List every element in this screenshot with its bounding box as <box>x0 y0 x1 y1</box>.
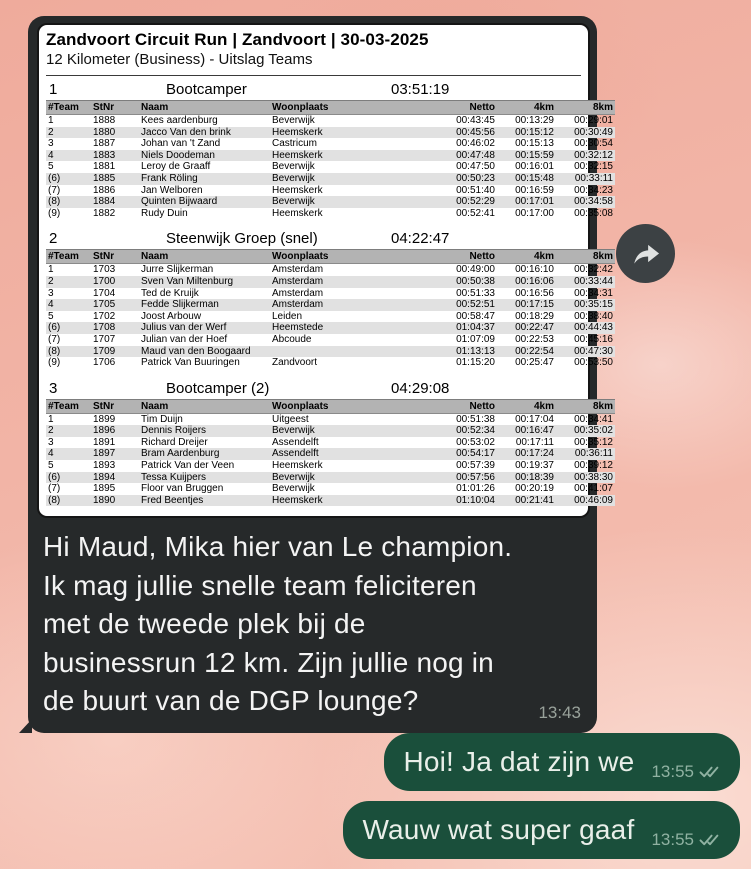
result-cell: 00:50:38 <box>456 275 495 287</box>
result-cell: (9) <box>48 207 61 219</box>
double-check-icon <box>699 833 723 847</box>
column-header: Netto <box>413 399 497 413</box>
result-row <box>46 322 615 334</box>
caption-line: met de tweede plek bij de <box>43 608 366 640</box>
column-header: 4km <box>497 101 556 115</box>
result-cell: Johan van 't Zand <box>141 138 221 150</box>
results-teams <box>46 80 613 506</box>
incoming-bubble-tail <box>19 704 32 733</box>
result-cell: 1885 <box>93 172 116 184</box>
result-cell: 1881 <box>93 161 116 173</box>
result-cell: 00:30:54 <box>574 138 613 150</box>
message-time: 13:55 <box>651 830 694 849</box>
outgoing-message-bubble[interactable] <box>384 733 740 791</box>
result-cell: 00:32:42 <box>574 264 613 276</box>
result-cell: 00:44:43 <box>574 322 613 334</box>
result-cell: 1890 <box>93 494 116 506</box>
result-row <box>46 276 615 288</box>
result-cell: Jurre Slijkerman <box>141 264 214 276</box>
result-cell: 01:10:04 <box>456 494 495 506</box>
result-cell: 4 <box>48 448 54 460</box>
result-cell: Heemskerk <box>272 126 323 138</box>
team-total-time: 03:51:19 <box>391 81 450 98</box>
results-table-header <box>46 399 615 413</box>
result-cell: 00:36:11 <box>574 448 613 460</box>
forward-arrow-icon <box>630 238 662 270</box>
result-cell: 00:20:19 <box>515 483 554 495</box>
result-cell: 00:43:45 <box>456 115 495 126</box>
result-cell: 00:17:24 <box>515 448 554 460</box>
result-cell: 1884 <box>93 196 116 208</box>
result-row <box>46 311 615 323</box>
results-table-header <box>46 101 615 115</box>
result-cell: 00:16:56 <box>515 287 554 299</box>
result-row <box>46 460 615 472</box>
result-cell: 00:51:33 <box>456 287 495 299</box>
result-cell: Kees aardenburg <box>141 115 218 126</box>
result-cell: 4 <box>48 299 54 311</box>
result-cell: 1 <box>48 115 54 126</box>
team-total-time: 04:29:08 <box>391 379 450 397</box>
result-cell: 00:52:41 <box>456 207 495 219</box>
result-row <box>46 150 615 162</box>
result-cell: 3 <box>48 436 54 448</box>
result-cell: 5 <box>48 161 54 173</box>
results-table <box>46 249 615 368</box>
result-cell: Beverwijk <box>272 161 315 173</box>
column-header: StNr <box>91 399 139 413</box>
result-cell: 00:33:44 <box>574 275 613 287</box>
result-cell: Maud van den Boogaard <box>141 345 251 357</box>
result-cell: 1887 <box>93 138 116 150</box>
result-cell: Heemskerk <box>272 149 323 161</box>
result-cell: 00:17:11 <box>515 436 554 448</box>
result-cell: 00:33:11 <box>574 172 613 184</box>
result-cell: Castricum <box>272 138 318 150</box>
result-cell: Leiden <box>272 310 303 322</box>
result-row <box>46 208 615 220</box>
result-row <box>46 334 615 346</box>
result-cell: Beverwijk <box>272 172 315 184</box>
result-cell: 00:47:50 <box>456 161 495 173</box>
column-header: 4km <box>497 399 556 413</box>
team-total-time: 04:22:47 <box>391 230 450 248</box>
result-cell: 1895 <box>93 483 116 495</box>
result-cell: 00:38:40 <box>574 310 613 322</box>
result-cell: 1891 <box>93 436 116 448</box>
result-cell: 00:53:02 <box>456 436 495 448</box>
team-section <box>46 80 613 219</box>
result-cell: (6) <box>48 471 61 483</box>
result-row <box>46 138 615 150</box>
result-cell: 00:38:30 <box>574 471 613 483</box>
result-cell: 00:35:12 <box>574 436 613 448</box>
column-header: 8km <box>556 101 615 115</box>
result-cell: 00:57:56 <box>456 471 495 483</box>
message-caption <box>43 528 586 721</box>
message-time: 13:55 <box>651 762 694 781</box>
result-row <box>46 161 615 173</box>
result-cell: Frank Röling <box>141 172 198 184</box>
result-cell: Julian van der Hoef <box>141 333 228 345</box>
result-cell: Julius van der Werf <box>141 322 227 334</box>
result-cell: Heemstede <box>272 322 324 334</box>
column-header: Woonplaats <box>270 399 413 413</box>
forward-button[interactable] <box>616 224 675 283</box>
result-cell: 00:58:47 <box>456 310 495 322</box>
result-cell: Beverwijk <box>272 196 315 208</box>
result-cell: 00:57:39 <box>456 460 495 472</box>
result-cell: Jacco Van den brink <box>141 126 231 138</box>
result-cell: Fedde Slijkerman <box>141 299 219 311</box>
team-section <box>46 379 613 507</box>
result-cell: 00:17:01 <box>515 196 554 208</box>
result-cell: 00:34:58 <box>574 196 613 208</box>
results-table-header <box>46 250 615 264</box>
result-cell: Tim Duijn <box>141 413 183 425</box>
result-cell: 00:18:29 <box>515 310 554 322</box>
result-cell: 00:47:48 <box>456 149 495 161</box>
column-header: Netto <box>413 250 497 264</box>
result-cell: Heemskerk <box>272 494 323 506</box>
result-cell: 00:46:02 <box>456 138 495 150</box>
result-cell: 00:52:29 <box>456 196 495 208</box>
column-header: Naam <box>139 250 270 264</box>
column-header: StNr <box>91 250 139 264</box>
result-cell: Amsterdam <box>272 287 324 299</box>
result-cell: Amsterdam <box>272 275 324 287</box>
result-row <box>46 483 615 495</box>
result-cell: Fred Beentjes <box>141 494 204 506</box>
result-cell: 1709 <box>93 345 116 357</box>
result-cell: 01:15:20 <box>456 357 495 369</box>
column-header: #Team <box>46 101 91 115</box>
result-cell: 00:35:15 <box>574 299 613 311</box>
message-meta <box>651 830 723 850</box>
result-cell: (8) <box>48 345 61 357</box>
result-cell: 00:22:47 <box>515 322 554 334</box>
result-row <box>46 185 615 197</box>
result-row <box>46 448 615 460</box>
result-cell: 00:15:48 <box>515 172 554 184</box>
result-cell: 00:15:12 <box>515 126 554 138</box>
result-cell: 00:46:09 <box>574 494 613 506</box>
result-row <box>46 196 615 208</box>
result-cell: Beverwijk <box>272 483 315 495</box>
result-cell: 00:16:47 <box>515 425 554 437</box>
result-cell: 00:16:10 <box>515 264 554 276</box>
result-cell: 2 <box>48 425 54 437</box>
result-cell: 00:34:23 <box>574 184 613 196</box>
result-cell: 00:35:08 <box>574 207 613 219</box>
results-divider <box>46 75 581 76</box>
result-row <box>46 425 615 437</box>
result-cell: 4 <box>48 149 54 161</box>
message-time: 13:43 <box>538 702 581 722</box>
result-cell: Tessa Kuijpers <box>141 471 207 483</box>
result-cell: 1897 <box>93 448 116 460</box>
result-cell: 01:07:09 <box>456 333 495 345</box>
result-cell: Assendelft <box>272 448 319 460</box>
result-cell: (9) <box>48 357 61 369</box>
column-header: #Team <box>46 250 91 264</box>
result-cell: 1896 <box>93 425 116 437</box>
result-cell: 00:51:38 <box>456 413 495 425</box>
column-header: Woonplaats <box>270 101 413 115</box>
result-cell: 00:52:34 <box>456 425 495 437</box>
result-cell: 00:51:40 <box>456 184 495 196</box>
result-cell: 01:01:26 <box>456 483 495 495</box>
result-cell: 1702 <box>93 310 116 322</box>
result-cell: 1 <box>48 264 54 276</box>
result-cell: Richard Dreijer <box>141 436 208 448</box>
result-cell: Jan Welboren <box>141 184 203 196</box>
result-cell: 00:21:41 <box>515 494 554 506</box>
result-row <box>46 346 615 358</box>
result-row <box>46 357 615 369</box>
results-table <box>46 100 615 219</box>
result-cell: 1893 <box>93 460 116 472</box>
result-cell: Rudy Duin <box>141 207 188 219</box>
message-text: Wauw wat super gaaf <box>362 814 635 845</box>
team-name: Bootcamper (2) <box>166 379 270 397</box>
result-cell: Amsterdam <box>272 264 324 276</box>
team-section <box>46 229 613 369</box>
result-cell: 1703 <box>93 264 116 276</box>
result-cell: 00:45:56 <box>456 126 495 138</box>
caption-line: businessrun 12 km. Zijn jullie nog in <box>43 646 494 678</box>
result-cell: 00:54:17 <box>456 448 495 460</box>
result-cell: 00:32:15 <box>574 161 613 173</box>
result-cell: Heemskerk <box>272 207 323 219</box>
team-rank: 1 <box>49 81 58 98</box>
result-row <box>46 127 615 139</box>
result-cell: 00:13:29 <box>515 115 554 126</box>
result-cell: (7) <box>48 483 61 495</box>
result-row <box>46 495 615 507</box>
result-cell: Niels Doodeman <box>141 149 215 161</box>
message-meta <box>651 762 723 782</box>
result-cell: 1707 <box>93 333 116 345</box>
result-cell: 00:45:16 <box>574 333 613 345</box>
result-cell: 00:39:12 <box>574 460 613 472</box>
result-cell: 00:30:49 <box>574 126 613 138</box>
result-row <box>46 173 615 185</box>
result-cell: Amsterdam <box>272 299 324 311</box>
caption-line: Hi Maud, Mika hier van Le champion. <box>43 531 513 563</box>
team-name: Steenwijk Groep (snel) <box>166 230 318 248</box>
result-cell: (8) <box>48 196 61 208</box>
result-cell: Ted de Kruijk <box>141 287 199 299</box>
result-cell: 00:49:00 <box>456 264 495 276</box>
result-cell: (7) <box>48 184 61 196</box>
caption-line: de buurt van de DGP lounge? <box>43 685 419 717</box>
outgoing-message-bubble[interactable] <box>343 801 740 859</box>
results-title: Zandvoort Circuit Run | Zandvoort | 30-03-2025 <box>46 30 429 49</box>
result-cell: Patrick Van Buuringen <box>141 357 240 369</box>
result-cell: 3 <box>48 287 54 299</box>
result-row <box>46 472 615 484</box>
team-name: Bootcamper <box>166 81 247 98</box>
result-cell: 1700 <box>93 275 116 287</box>
column-header: Netto <box>413 101 497 115</box>
result-cell: Abcoude <box>272 333 312 345</box>
result-cell: 5 <box>48 460 54 472</box>
result-cell: Quinten Bijwaard <box>141 196 218 208</box>
result-cell: 1883 <box>93 149 116 161</box>
result-cell: 00:16:06 <box>515 275 554 287</box>
result-cell: 00:47:30 <box>574 345 613 357</box>
column-header: Naam <box>139 101 270 115</box>
caption-line: Ik mag jullie snelle team feliciteren <box>43 569 477 601</box>
result-cell: 01:13:13 <box>456 345 495 357</box>
result-cell: 1880 <box>93 126 116 138</box>
result-cell: Leroy de Graaff <box>141 161 211 173</box>
result-cell: 1886 <box>93 184 116 196</box>
result-cell: 00:17:15 <box>515 299 554 311</box>
column-header: Naam <box>139 399 270 413</box>
result-cell: Heemskerk <box>272 184 323 196</box>
result-cell: 00:22:54 <box>515 345 554 357</box>
result-cell: 1894 <box>93 471 116 483</box>
message-text: Hoi! Ja dat zijn we <box>403 746 635 777</box>
result-cell: Bram Aardenburg <box>141 448 220 460</box>
result-cell: 1882 <box>93 207 116 219</box>
team-summary-row <box>46 229 581 249</box>
result-cell: Floor van Bruggen <box>141 483 224 495</box>
result-cell: 00:34:41 <box>574 413 613 425</box>
column-header: 8km <box>556 399 615 413</box>
result-cell: 00:16:59 <box>515 184 554 196</box>
team-rank: 3 <box>49 379 58 397</box>
result-cell: 3 <box>48 138 54 150</box>
results-table <box>46 399 615 507</box>
result-cell: 1704 <box>93 287 116 299</box>
result-cell: Uitgeest <box>272 413 309 425</box>
team-summary-row <box>46 379 581 399</box>
result-cell: 1706 <box>93 357 116 369</box>
result-cell: 00:17:04 <box>515 413 554 425</box>
double-check-icon <box>699 765 723 779</box>
result-cell: Assendelft <box>272 436 319 448</box>
result-cell: 00:15:59 <box>515 149 554 161</box>
result-cell: 00:18:39 <box>515 471 554 483</box>
result-cell: 00:41:07 <box>574 483 613 495</box>
result-cell: 1899 <box>93 413 116 425</box>
result-cell: Sven Van Miltenburg <box>141 275 234 287</box>
column-header: 4km <box>497 250 556 264</box>
result-cell: Dennis Roijers <box>141 425 207 437</box>
result-cell: (7) <box>48 333 61 345</box>
result-cell: 00:19:37 <box>515 460 554 472</box>
result-cell: Heemskerk <box>272 460 323 472</box>
results-subtitle: 12 Kilometer (Business) - Uitslag Teams <box>46 51 313 68</box>
result-cell: 00:34:31 <box>574 287 613 299</box>
result-cell: 1888 <box>93 115 116 126</box>
result-row <box>46 288 615 300</box>
result-cell: 00:17:00 <box>515 207 554 219</box>
result-cell: 00:16:01 <box>515 161 554 173</box>
result-cell: Patrick Van der Veen <box>141 460 235 472</box>
result-cell: 00:52:51 <box>456 299 495 311</box>
result-row <box>46 264 615 276</box>
result-cell: Beverwijk <box>272 471 315 483</box>
result-cell: Beverwijk <box>272 115 315 126</box>
column-header: Woonplaats <box>270 250 413 264</box>
race-results-image[interactable] <box>37 23 613 518</box>
result-cell: 00:29:01 <box>574 115 613 126</box>
result-cell: 01:04:37 <box>456 322 495 334</box>
result-cell <box>270 346 413 358</box>
result-cell: Beverwijk <box>272 425 315 437</box>
result-cell: 1708 <box>93 322 116 334</box>
result-row <box>46 115 615 127</box>
result-cell: 2 <box>48 126 54 138</box>
result-cell: 00:35:02 <box>574 425 613 437</box>
result-cell: 00:25:47 <box>515 357 554 369</box>
column-header: 8km <box>556 250 615 264</box>
result-cell: 00:32:12 <box>574 149 613 161</box>
team-summary-row <box>46 80 581 100</box>
incoming-message-bubble[interactable] <box>28 16 613 733</box>
result-cell: (8) <box>48 494 61 506</box>
column-header: #Team <box>46 399 91 413</box>
result-row <box>46 437 615 449</box>
result-cell: 2 <box>48 275 54 287</box>
column-header: StNr <box>91 101 139 115</box>
result-cell: 5 <box>48 310 54 322</box>
result-cell: Zandvoort <box>272 357 318 369</box>
result-row <box>46 299 615 311</box>
result-cell: Joost Arbouw <box>141 310 202 322</box>
result-cell: 00:15:13 <box>515 138 554 150</box>
result-row <box>46 413 615 425</box>
result-cell: (6) <box>48 172 61 184</box>
result-cell: 00:50:23 <box>456 172 495 184</box>
result-cell: 1705 <box>93 299 116 311</box>
result-cell: 00:22:53 <box>515 333 554 345</box>
result-cell: (6) <box>48 322 61 334</box>
result-cell: 1 <box>48 413 54 425</box>
team-rank: 2 <box>49 230 58 248</box>
result-cell: 00:53:50 <box>574 357 613 369</box>
